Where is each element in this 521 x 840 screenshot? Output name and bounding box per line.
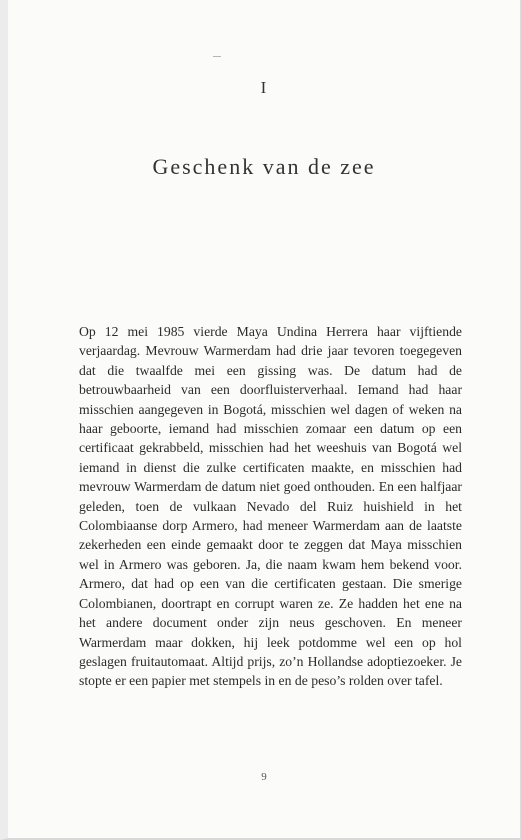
body-paragraph: Op 12 mei 1985 vierde Maya Undina Herrera haar vijftiende verjaardag. Mevrouw Warmerdam had drie jaar tevoren toegegeven dat die twaalfde mei een gissing was. De datum had de betrouwbaarheid van een doorfluisterverhaal. Iemand had haar misschien aangegeven in Bogotá, misschien wel dagen of weken na haar geboorte, iemand had misschien zomaar een datum op een certificaat gekrabbeld, misschien had het weeshuis van Bogotá wel iemand in dienst die zulke certificaten maakte, en misschien had mevrouw Warmerdam de datum niet goed onthouden. En een halfjaar geleden, toen de vulkaan Nevado del Ruiz huishield in het Colombiaanse dorp Armero, had meneer Warmerdam aan de laatste zekerheden een einde gemaakt door te zeggen dat Maya misschien wel in Armero was geboren. Ja, die naam kwam hem bekend voor. Armero, dat had op een van die certificaten gestaan. Die smerige Colombianen, doortrapt en corrupt waren ze. Ze hadden het ene na het andere document onder zijn neus geschoven. En meneer Warmerdam maar dokken, hij leek potdomme wel een op hol geslagen fruitautomaat. Altijd prijs, zo’n Hollandse adoptiezoeker. Je stopte er een papier met stempels in en de peso’s rolden over tafel. xyxy=(79,324,462,689)
chapter-title: Geschenk van de zee xyxy=(152,154,376,179)
page-number: 9 xyxy=(261,771,267,783)
top-mark xyxy=(213,56,221,57)
body-text xyxy=(79,322,462,691)
chapter-number: I xyxy=(260,78,268,97)
